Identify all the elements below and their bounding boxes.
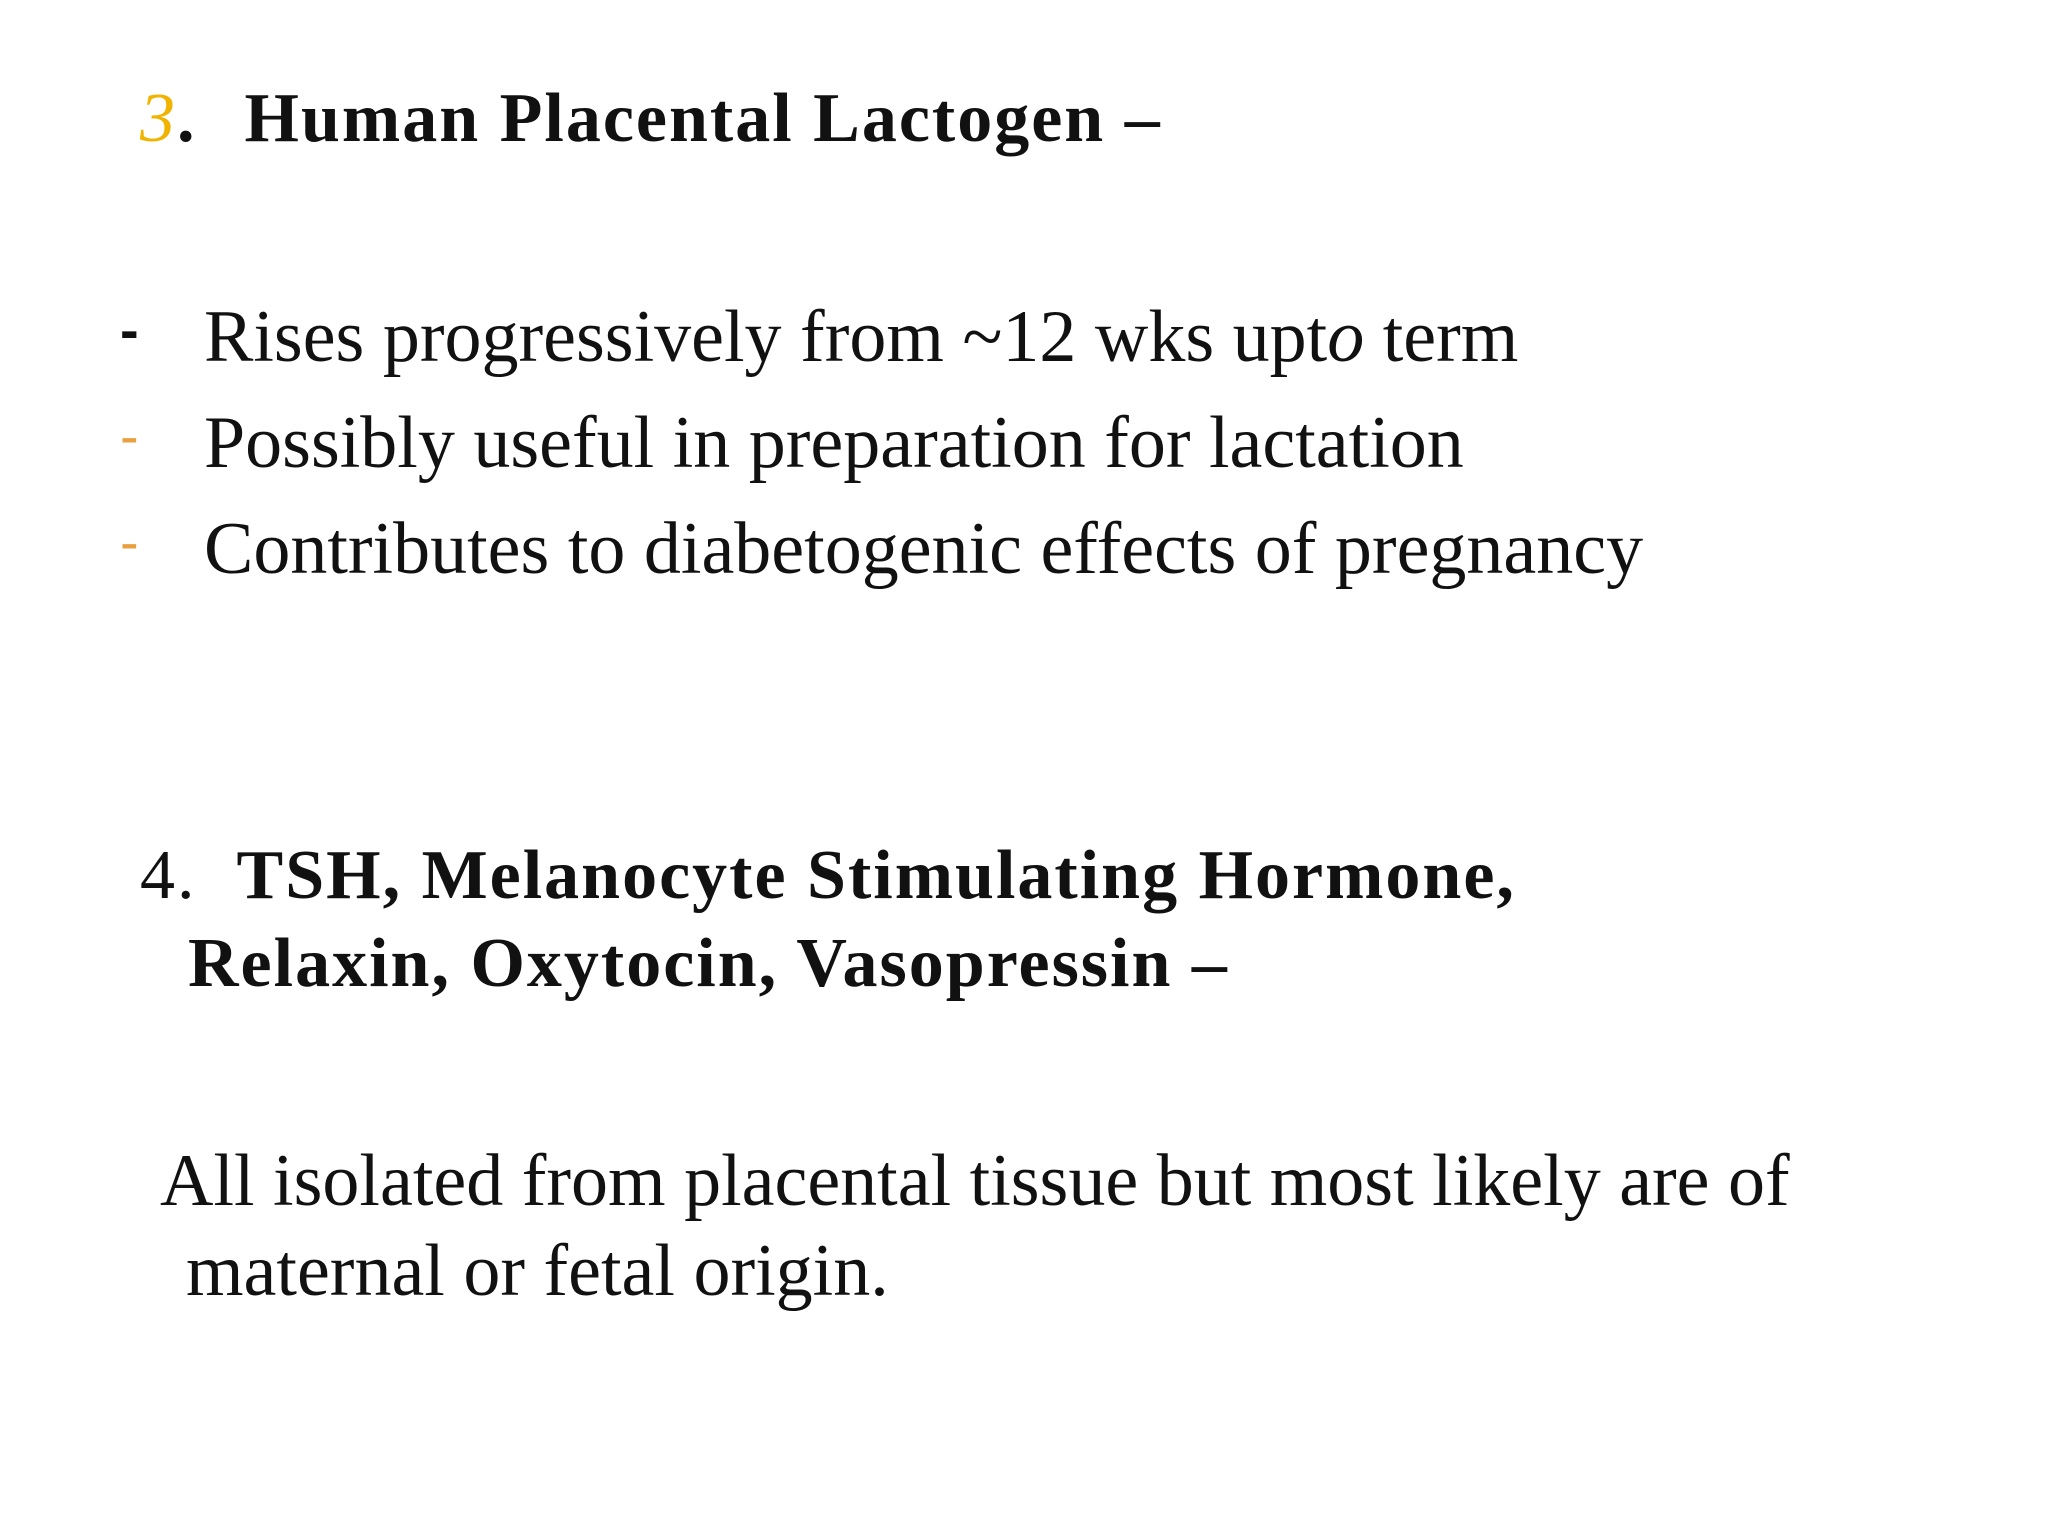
bullet-text: Contributes to diabetogenic effects of pregnancy <box>204 508 1644 590</box>
section-3-heading <box>140 80 1162 157</box>
paragraph-line-1: All isolated from placental tissue but most likely are of <box>160 1140 1790 1222</box>
paragraph-line-2: maternal or fetal origin. <box>186 1230 889 1312</box>
bullet-text: Rises progressively from ~12 wks upto term <box>204 296 1519 378</box>
section-3-title: Human Placental Lactogen – <box>244 80 1162 157</box>
bullet-marker: - <box>120 510 139 573</box>
bullet-text: Possibly useful in preparation for lactation <box>204 402 1464 484</box>
section-4-heading <box>140 832 1840 1008</box>
section-4-title-line-1: TSH, Melanocyte Stimulating Hormone, <box>236 837 1516 914</box>
section-4-paragraph <box>160 1136 1920 1316</box>
section-4-number: 4. <box>140 837 197 914</box>
section-3-dot: . <box>177 80 197 157</box>
bullet-marker: - <box>120 404 139 467</box>
section-4-title-line-2: Relaxin, Oxytocin, Vasopressin – <box>188 925 1229 1002</box>
section-3-number: 3 <box>140 80 177 157</box>
bullet-marker: - <box>120 298 139 361</box>
